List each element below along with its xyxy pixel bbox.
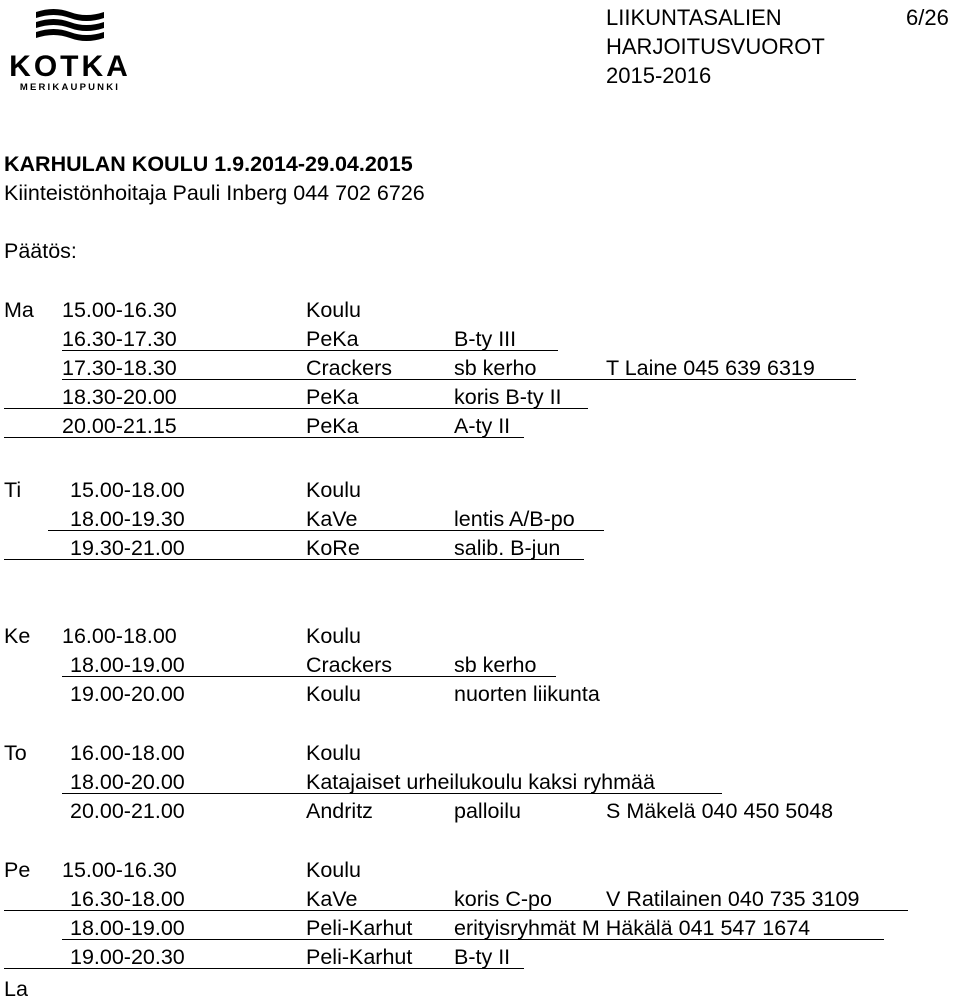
contact-cell: T Laine 045 639 6319 xyxy=(606,356,815,380)
time-cell: 15.00-18.00 xyxy=(70,478,185,502)
time-cell: 19.30-21.00 xyxy=(70,536,185,560)
row-underline xyxy=(4,408,588,409)
row-underline xyxy=(4,910,908,911)
contact-cell: S Mäkelä 040 450 5048 xyxy=(606,799,834,823)
time-cell: 18.00-19.30 xyxy=(70,507,185,531)
time-cell: 19.00-20.30 xyxy=(70,945,185,969)
time-cell: 16.30-17.30 xyxy=(62,327,177,351)
day-label-la: La xyxy=(4,977,28,1001)
group-cell: PeKa xyxy=(306,385,359,409)
day-label-pe: Pe xyxy=(4,858,31,882)
group-cell: Koulu xyxy=(306,624,361,648)
kotka-logo xyxy=(6,4,134,92)
time-cell: 18.00-20.00 xyxy=(70,770,185,794)
time-cell: 16.00-18.00 xyxy=(70,741,185,765)
day-label-ti: Ti xyxy=(4,478,22,502)
time-cell: 16.00-18.00 xyxy=(62,624,177,648)
caretaker-contact: Kiinteistönhoitaja Pauli Inberg 044 702 6726 xyxy=(4,181,425,205)
info-cell: erityisryhmät M Häkälä 041 547 1674 xyxy=(454,916,811,940)
logo-text: KOTKA xyxy=(9,50,131,83)
info-cell: A-ty II xyxy=(454,414,511,438)
row-underline xyxy=(48,530,604,531)
row-underline xyxy=(62,793,722,794)
group-cell: PeKa xyxy=(306,327,359,351)
info-cell: koris B-ty II xyxy=(454,385,562,409)
group-cell: KaVe xyxy=(306,887,358,911)
info-cell: B-ty III xyxy=(454,327,517,351)
time-cell: 17.30-18.30 xyxy=(62,356,177,380)
group-cell: KaVe xyxy=(306,507,358,531)
info-cell: sb kerho xyxy=(454,356,537,380)
group-cell: Koulu xyxy=(306,682,361,706)
time-cell: 16.30-18.00 xyxy=(70,887,185,911)
time-cell: 18.00-19.00 xyxy=(70,916,185,940)
time-cell: 18.00-19.00 xyxy=(70,653,185,677)
group-cell: PeKa xyxy=(306,414,359,438)
time-cell: 20.00-21.00 xyxy=(70,799,185,823)
info-cell: palloilu xyxy=(454,799,521,823)
info-cell: lentis A/B-po xyxy=(454,507,575,531)
group-cell: Katajaiset urheilukoulu kaksi ryhmää xyxy=(306,770,655,794)
info-cell: B-ty II xyxy=(454,945,511,969)
group-cell: Koulu xyxy=(306,741,361,765)
day-label-ke: Ke xyxy=(4,624,31,648)
day-label-to: To xyxy=(4,741,27,765)
group-cell: Peli-Karhut xyxy=(306,945,413,969)
row-underline xyxy=(62,676,556,677)
time-cell: 15.00-16.30 xyxy=(62,298,177,322)
info-cell: nuorten liikunta xyxy=(454,682,600,706)
title-line-2: HARJOITUSVUOROT xyxy=(606,34,825,59)
info-cell: salib. B-jun xyxy=(454,536,561,560)
info-cell: koris C-po xyxy=(454,887,552,911)
group-cell: Peli-Karhut xyxy=(306,916,413,940)
row-underline xyxy=(62,350,558,351)
group-cell: Crackers xyxy=(306,653,393,677)
season: 2015-2016 xyxy=(606,63,712,88)
decision-label: Päätös: xyxy=(4,239,77,263)
group-cell: Koulu xyxy=(306,478,361,502)
row-underline xyxy=(4,968,524,969)
group-cell: KoRe xyxy=(306,536,360,560)
logo-subtext: MERIKAUPUNKI xyxy=(19,82,121,92)
kotka-wave-emblem xyxy=(6,4,134,92)
page-number: 6/26 xyxy=(906,5,949,30)
row-underline xyxy=(62,939,884,940)
group-cell: Crackers xyxy=(306,356,393,380)
time-cell: 19.00-20.00 xyxy=(70,682,185,706)
group-cell: Koulu xyxy=(306,298,361,322)
time-cell: 20.00-21.15 xyxy=(62,414,177,438)
title-line-1: LIIKUNTASALIEN xyxy=(606,5,782,30)
group-cell: Koulu xyxy=(306,858,361,882)
school-name: KARHULAN KOULU 1.9.2014-29.04.2015 xyxy=(4,152,413,176)
contact-cell: V Ratilainen 040 735 3109 xyxy=(606,887,860,911)
day-label-ma: Ma xyxy=(4,298,34,322)
row-underline xyxy=(62,379,856,380)
info-cell: sb kerho xyxy=(454,653,537,677)
time-cell: 15.00-16.30 xyxy=(62,858,177,882)
row-underline xyxy=(4,437,524,438)
time-cell: 18.30-20.00 xyxy=(62,385,177,409)
group-cell: Andritz xyxy=(306,799,373,823)
row-underline xyxy=(4,559,584,560)
